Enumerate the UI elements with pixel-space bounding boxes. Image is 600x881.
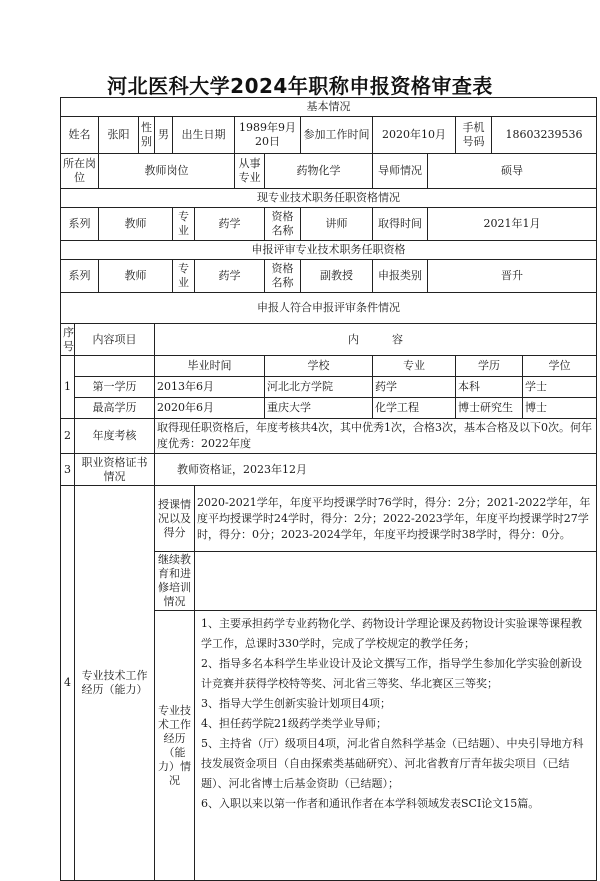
section-apply-header: 申报评审专业技术职务任职资格 (61, 241, 597, 260)
edu-highest-label: 最高学历 (75, 398, 155, 419)
assess-no: 2 (61, 419, 75, 454)
current-series-label: 系列 (61, 208, 99, 241)
phone-label: 手机号码 (456, 117, 492, 154)
tutor-value: 硕导 (428, 154, 597, 189)
work-experience-item: 2、指导多名本科学生毕业设计及论文撰写工作，指导学生参加化学实验创新设计竞赛并获得学校特等奖、河北省三等奖、华北赛区三等奖； (201, 657, 582, 690)
experience-no: 4 (61, 486, 75, 881)
edu-highest-time: 2020年6月 (155, 398, 265, 419)
edu-first-degree: 学士 (523, 377, 597, 398)
experience-label: 专业技术工作经历（能力） (75, 486, 155, 881)
work-experience-content (195, 611, 597, 881)
current-qual-value: 讲师 (301, 208, 373, 241)
work-experience-item: 6、入职以来以第一作者和通讯作者在本学科领域发表SCI论文15篇。 (201, 797, 540, 810)
apply-major-label: 专业 (173, 260, 195, 293)
birth-value: 1989年9月20日 (235, 117, 301, 154)
tutor-label: 导师情况 (373, 154, 428, 189)
gender-value: 男 (155, 117, 173, 154)
col-no-header: 序号 (61, 324, 75, 356)
teaching-text: 2020-2021学年，年度平均授课学时76学时，得分：2分；2021-2022学年，年度平均授课学时24学时，得分：2分；2022-2023学年，年度平均授课学时27学时，得分：0分；2023-2024学年，年度平均授课学时38学时，得分：0分。 (195, 486, 597, 552)
name-label: 姓名 (61, 117, 99, 154)
edu-first-school: 河北北方学院 (265, 377, 373, 398)
apply-qual-label: 资格名称 (265, 260, 301, 293)
edu-highest-degree: 博士 (523, 398, 597, 419)
work-experience-item: 3、指导大学生创新实验计划项目4项； (201, 697, 391, 710)
edu-highest-school: 重庆大学 (265, 398, 373, 419)
assess-text: 取得现任职资格后，年度考核共4次，其中优秀1次，合格3次，基本合格及以下0次。何年度优秀：2022年度 (155, 419, 597, 454)
apply-series-value: 教师 (99, 260, 173, 293)
apply-series-label: 系列 (61, 260, 99, 293)
edu-highest-level: 博士研究生 (456, 398, 523, 419)
current-time-value: 2021年1月 (428, 208, 597, 241)
edu-highest-major: 化学工程 (373, 398, 456, 419)
major-value: 药物化学 (265, 154, 373, 189)
phone-value: 18603239536 (492, 117, 597, 154)
edu-col-school: 学校 (265, 356, 373, 377)
major-label: 从事专业 (235, 154, 265, 189)
name-value: 张阳 (99, 117, 139, 154)
edu-col-major: 专业 (373, 356, 456, 377)
birth-label: 出生日期 (173, 117, 235, 154)
current-series-value: 教师 (99, 208, 173, 241)
current-qual-label: 资格名称 (265, 208, 301, 241)
col-item-header: 内容项目 (75, 324, 155, 356)
post-label: 所在岗位 (61, 154, 99, 189)
apply-major-value: 药学 (195, 260, 265, 293)
teaching-label: 授课情况以及得分 (155, 486, 195, 552)
cert-text: 教师资格证，2023年12月 (155, 454, 597, 486)
edu-col-degree: 学位 (523, 356, 597, 377)
work-experience-item: 5、主持省（厅）级项目4项，河北省自然科学基金（已结题）、中央引导地方科技发展资金项目（自由探索类基础研究）、河北省教育厅青年拔尖项目（已结题）、河北省博士后基金资助（已结题）； (201, 737, 584, 790)
edu-first-major: 药学 (373, 377, 456, 398)
apply-qual-value: 副教授 (301, 260, 373, 293)
edu-blank-cell (75, 356, 155, 377)
current-major-value: 药学 (195, 208, 265, 241)
cert-no: 3 (61, 454, 75, 486)
work-experience-item: 1、主要承担药学专业药物化学、药物设计学理论课及药物设计实验课等课程教学工作，总课时330学时，完成了学校规定的教学任务； (201, 617, 582, 650)
edu-no: 1 (61, 356, 75, 419)
edu-col-level: 学历 (456, 356, 523, 377)
training-label: 继续教育和进修培训情况 (155, 552, 195, 611)
col-content-header: 内 容 (155, 324, 597, 356)
apply-type-value: 晋升 (428, 260, 597, 293)
training-text (195, 552, 597, 611)
work-experience-label: 专业技术工作经历（能力）情况 (155, 611, 195, 881)
assess-label: 年度考核 (75, 419, 155, 454)
section-conditions-header: 申报人符合申报评审条件情况 (61, 293, 597, 324)
current-major-label: 专业 (173, 208, 195, 241)
work-experience-list (197, 612, 594, 816)
edu-col-time: 毕业时间 (155, 356, 265, 377)
cert-label: 职业资格证书情况 (75, 454, 155, 486)
post-value: 教师岗位 (99, 154, 235, 189)
work-start-value: 2020年10月 (373, 117, 456, 154)
edu-first-label: 第一学历 (75, 377, 155, 398)
current-time-label: 取得时间 (373, 208, 428, 241)
apply-type-label: 申报类别 (373, 260, 428, 293)
work-start-label: 参加工作时间 (301, 117, 373, 154)
work-experience-item: 4、担任药学院21级药学类学业导师； (201, 717, 387, 730)
section-current-header: 现专业技术职务任职资格情况 (61, 189, 597, 208)
page-title: 河北医科大学2024年职称申报资格审查表 (107, 74, 493, 98)
section-basic-header: 基本情况 (61, 98, 597, 117)
gender-label: 性别 (139, 117, 155, 154)
qualification-review-table (60, 97, 597, 881)
edu-first-time: 2013年6月 (155, 377, 265, 398)
edu-first-level: 本科 (456, 377, 523, 398)
